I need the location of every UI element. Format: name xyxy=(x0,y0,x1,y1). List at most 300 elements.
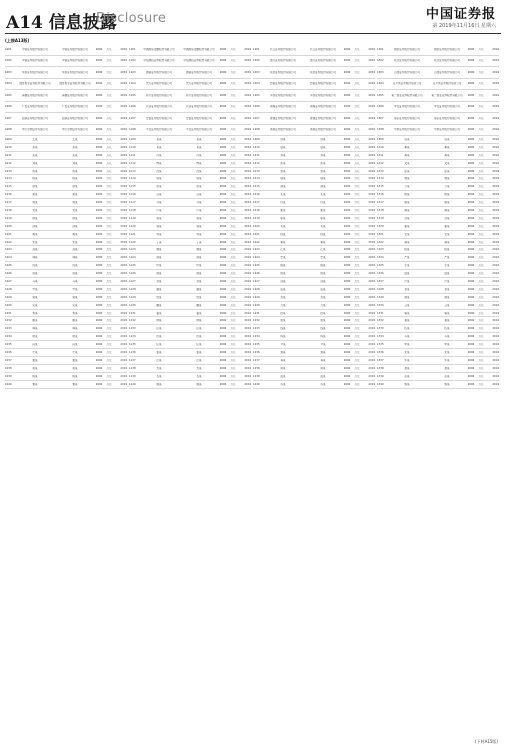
table-row xyxy=(129,349,251,357)
table-cell: 申某 xyxy=(444,343,450,347)
table-cell: 万元 xyxy=(354,193,360,197)
table-cell: 万元 xyxy=(354,201,360,205)
table-row xyxy=(5,44,127,56)
table-cell: 易某 xyxy=(320,358,326,362)
table-cell: 2000 xyxy=(219,137,227,141)
table-cell: 万元 xyxy=(230,287,236,291)
table-cell: 2000 xyxy=(467,208,475,212)
page-code: A14 信息披露 xyxy=(6,13,117,33)
table-cell: 万元 xyxy=(354,343,360,347)
table-cell: 阎某 xyxy=(196,272,202,276)
table-cell: 第一创业证券股份有限公司 xyxy=(431,93,463,97)
table-cell: 芦某 xyxy=(404,279,410,283)
table-cell: 朱某 xyxy=(32,240,38,244)
table-cell: 1225 xyxy=(253,264,260,268)
table-cell: 1117 xyxy=(129,201,136,205)
table-cell: 2000 xyxy=(343,145,351,149)
table-cell: 鲁某 xyxy=(404,311,410,315)
table-row xyxy=(377,278,499,286)
table-cell: 邓某 xyxy=(196,145,202,149)
table-cell: 1020 xyxy=(5,224,12,228)
table-cell: 2019 xyxy=(368,366,375,370)
table-cell: 武某 xyxy=(320,374,326,378)
table-cell: 海通证券股份有限公司 xyxy=(62,93,88,97)
table-cell: 石某 xyxy=(196,374,202,378)
table-cell: 1316 xyxy=(377,193,384,197)
table-cell: 光大证券股份有限公司 xyxy=(186,82,212,86)
table-cell: 1219 xyxy=(253,216,260,220)
table-cell: 1007 xyxy=(5,116,12,120)
table-cell: 戴某 xyxy=(156,303,162,307)
table-cell: 1038 xyxy=(5,366,12,370)
table-row xyxy=(253,175,375,183)
table-cell: 1327 xyxy=(377,279,384,283)
table-cell: 1211 xyxy=(253,153,260,157)
table-row xyxy=(129,246,251,254)
table-cell: 蒋某 xyxy=(156,216,162,220)
table-cell: 万元 xyxy=(106,272,112,276)
table-row xyxy=(5,125,127,137)
table-cell: 2000 xyxy=(467,137,475,141)
table-cell: 任某 xyxy=(156,343,162,347)
table-cell: 2000 xyxy=(219,311,227,315)
table-cell: 2019 xyxy=(492,153,499,157)
table-cell: 1321 xyxy=(377,232,384,236)
table-cell: 1310 xyxy=(377,145,384,149)
table-cell: 1115 xyxy=(129,185,136,189)
table-cell: 2000 xyxy=(219,272,227,276)
table-cell: 2000 xyxy=(219,350,227,354)
table-cell: 2019 xyxy=(492,169,499,173)
table-cell: 中信证券股份有限公司 xyxy=(62,59,88,63)
table-cell: 俞某 xyxy=(404,295,410,299)
table-cell: 1124 xyxy=(129,256,136,260)
table-cell: 万元 xyxy=(478,240,484,244)
table-cell: 万元 xyxy=(478,70,484,74)
table-row xyxy=(129,310,251,318)
table-cell: 伍某 xyxy=(404,327,410,331)
table-cell: 2019 xyxy=(244,59,251,63)
table-row xyxy=(253,246,375,254)
table-cell: 翟某 xyxy=(404,224,410,228)
table-cell: 1236 xyxy=(253,350,260,354)
table-cell: 康某 xyxy=(320,216,326,220)
table-cell: 2019 xyxy=(492,319,499,323)
table-cell: 2000 xyxy=(95,287,103,291)
table-cell: 1338 xyxy=(377,366,384,370)
table-cell: 中国国际金融股份有限公司 xyxy=(183,47,215,51)
table-cell: 1304 xyxy=(377,82,384,86)
table-cell: 陈某 xyxy=(72,169,78,173)
table-cell: 江某 xyxy=(280,248,286,252)
table-cell: 1305 xyxy=(377,93,384,97)
table-cell: 2019 xyxy=(244,256,251,260)
table-column-4 xyxy=(377,44,499,736)
table-cell: 申万宏源证券有限公司 xyxy=(22,128,48,132)
table-cell: 2019 xyxy=(368,128,375,132)
table-cell: 夏某 xyxy=(196,311,202,315)
table-cell: 梁某 xyxy=(32,295,38,299)
table-cell: 2000 xyxy=(219,193,227,197)
table-row xyxy=(377,160,499,168)
table-cell: 2019 xyxy=(244,193,251,197)
table-cell: 2000 xyxy=(219,70,227,74)
table-cell: 万元 xyxy=(106,350,112,354)
table-cell: 秦某 xyxy=(320,240,326,244)
table-cell: 2019 xyxy=(120,193,127,197)
table-cell: 张某 xyxy=(32,153,38,157)
table-cell: 太平洋证券股份有限公司 xyxy=(432,82,462,86)
table-cell: 2000 xyxy=(95,193,103,197)
table-cell: 温某 xyxy=(404,272,410,276)
table-cell: 万元 xyxy=(478,177,484,181)
table-row xyxy=(377,357,499,365)
table-cell: 2000 xyxy=(467,93,475,97)
table-cell: 2019 xyxy=(244,264,251,268)
table-cell: 2000 xyxy=(95,256,103,260)
table-cell: 2000 xyxy=(219,240,227,244)
table-cell: 1326 xyxy=(377,272,384,276)
table-cell: 2019 xyxy=(492,193,499,197)
table-cell: 叶某 xyxy=(156,264,162,268)
table-cell: 1114 xyxy=(129,177,136,181)
table-cell: 黄某 xyxy=(72,193,78,197)
table-cell: 2000 xyxy=(95,59,103,63)
table-cell: 国金证券股份有限公司 xyxy=(394,47,420,51)
table-cell: 段某 xyxy=(320,311,326,315)
table-cell: 万元 xyxy=(106,128,112,132)
table-cell: 颜某 xyxy=(404,240,410,244)
table-cell: 2000 xyxy=(219,374,227,378)
table-cell: 刘某 xyxy=(72,161,78,165)
table-cell: 1306 xyxy=(377,105,384,109)
table-cell: 1133 xyxy=(129,327,136,331)
table-cell: 海通证券股份有限公司 xyxy=(22,93,48,97)
table-cell: 易某 xyxy=(280,358,286,362)
table-cell: 侯某 xyxy=(280,272,286,276)
table-cell: 2000 xyxy=(219,303,227,307)
table-cell: 孔某 xyxy=(320,193,326,197)
table-cell: 2019 xyxy=(368,145,375,149)
table-cell: 万元 xyxy=(106,201,112,205)
table-cell: 2000 xyxy=(95,358,103,362)
table-cell: 赵某 xyxy=(32,185,38,189)
table-cell: 陆某 xyxy=(320,177,326,181)
table-cell: 万元 xyxy=(354,145,360,149)
table-cell: 2000 xyxy=(343,240,351,244)
table-cell: 2019 xyxy=(120,145,127,149)
table-row xyxy=(253,136,375,144)
table-row xyxy=(5,152,127,160)
table-cell: 黎某 xyxy=(280,350,286,354)
table-cell: 中信证券股份有限公司 xyxy=(22,47,48,51)
table-cell: 谭某 xyxy=(320,137,326,141)
table-cell: 1130 xyxy=(129,303,136,307)
table-cell: 2000 xyxy=(343,358,351,362)
table-cell: 万元 xyxy=(354,366,360,370)
table-cell: 1119 xyxy=(129,216,136,220)
table-cell: 崔某 xyxy=(280,208,286,212)
table-cell: 2019 xyxy=(492,248,499,252)
table-cell: 阎某 xyxy=(156,272,162,276)
table-cell: 白某 xyxy=(280,201,286,205)
table-row xyxy=(5,223,127,231)
table-cell: 1035 xyxy=(5,343,12,347)
table-cell: 2000 xyxy=(219,145,227,149)
table-cell: 彭某 xyxy=(156,185,162,189)
table-row xyxy=(377,67,499,79)
table-row xyxy=(129,199,251,207)
table-row xyxy=(253,56,375,68)
table-cell: 2000 xyxy=(219,82,227,86)
table-cell: 1121 xyxy=(129,232,136,236)
table-row xyxy=(129,102,251,114)
table-cell: 李某 xyxy=(32,145,38,149)
table-cell: 2000 xyxy=(343,295,351,299)
table-cell: 1106 xyxy=(129,105,136,109)
table-cell: 曾某 xyxy=(196,177,202,181)
table-cell: 中国国际金融股份有限公司 xyxy=(143,47,175,51)
table-cell: 2000 xyxy=(467,350,475,354)
table-cell: 万元 xyxy=(106,145,112,149)
table-cell: 2019 xyxy=(120,311,127,315)
table-cell: 万元 xyxy=(354,70,360,74)
table-cell: 万元 xyxy=(478,216,484,220)
table-row xyxy=(129,317,251,325)
table-cell: 万元 xyxy=(230,248,236,252)
table-cell: 2019 xyxy=(368,185,375,189)
table-cell: 2019 xyxy=(368,93,375,97)
table-cell: 万元 xyxy=(478,105,484,109)
table-cell: 1021 xyxy=(5,232,12,236)
table-cell: 中信建投证券股份有限公司 xyxy=(143,59,175,63)
table-cell: 2019 xyxy=(120,93,127,97)
table-row xyxy=(253,215,375,223)
table-cell: 季某 xyxy=(404,287,410,291)
table-cell: 鲁某 xyxy=(444,311,450,315)
table-cell: 郑某 xyxy=(72,311,78,315)
table-cell: 周某 xyxy=(72,201,78,205)
table-row xyxy=(5,349,127,357)
table-cell: 2019 xyxy=(120,366,127,370)
table-row xyxy=(377,246,499,254)
table-cell: 浙商证券股份有限公司 xyxy=(270,128,296,132)
table-cell: 董某 xyxy=(32,358,38,362)
table-row xyxy=(253,239,375,247)
table-cell: 雷某 xyxy=(320,319,326,323)
table-cell: 万元 xyxy=(478,343,484,347)
table-cell: 1210 xyxy=(253,145,260,149)
table-cell: 2019 xyxy=(120,116,127,120)
table-row xyxy=(253,341,375,349)
table-cell: 2000 xyxy=(467,279,475,283)
table-cell: 蔡某 xyxy=(156,224,162,228)
table-cell: 万元 xyxy=(354,248,360,252)
table-cell: 万元 xyxy=(106,335,112,339)
table-cell: 1331 xyxy=(377,311,384,315)
table-cell: 1322 xyxy=(377,240,384,244)
table-cell: 2000 xyxy=(219,47,227,51)
table-cell: 1016 xyxy=(5,193,12,197)
table-cell: 1240 xyxy=(253,382,260,386)
table-cell: 财通证券股份有限公司 xyxy=(310,116,336,120)
table-cell: 万元 xyxy=(478,208,484,212)
table-row xyxy=(129,125,251,137)
table-row xyxy=(129,191,251,199)
table-column-3 xyxy=(253,44,375,736)
table-cell: 广发证券股份有限公司 xyxy=(62,105,88,109)
table-cell: 章某 xyxy=(404,303,410,307)
table-cell: 2000 xyxy=(95,216,103,220)
table-cell: 2000 xyxy=(467,303,475,307)
table-cell: 高某 xyxy=(32,248,38,252)
table-cell: 汪某 xyxy=(156,327,162,331)
table-cell: 林某 xyxy=(72,256,78,260)
table-cell: 2019 xyxy=(492,70,499,74)
table-cell: 方某 xyxy=(196,366,202,370)
table-row xyxy=(253,231,375,239)
table-cell: 2019 xyxy=(368,382,375,386)
table-cell: 翟某 xyxy=(444,224,450,228)
table-cell: 2019 xyxy=(368,272,375,276)
table-cell: 2000 xyxy=(467,116,475,120)
table-cell: 万元 xyxy=(354,177,360,181)
table-row xyxy=(129,175,251,183)
table-cell: 侯某 xyxy=(320,272,326,276)
table-cell: 1005 xyxy=(5,93,12,97)
table-cell: 2000 xyxy=(343,311,351,315)
table-cell: 2000 xyxy=(467,59,475,63)
table-cell: 1335 xyxy=(377,343,384,347)
table-cell: 洪某 xyxy=(404,216,410,220)
table-cell: 孙某 xyxy=(32,224,38,228)
table-cell: 2000 xyxy=(467,105,475,109)
table-cell: 1103 xyxy=(129,70,136,74)
table-row xyxy=(129,357,251,365)
table-cell: 汤某 xyxy=(320,335,326,339)
table-cell: 2019 xyxy=(120,128,127,132)
table-cell: 尹某 xyxy=(320,343,326,347)
table-cell: 2019 xyxy=(244,295,251,299)
table-cell: 2019 xyxy=(492,59,499,63)
table-cell: 2019 xyxy=(492,161,499,165)
table-cell: 2000 xyxy=(343,272,351,276)
table-cell: 万元 xyxy=(478,319,484,323)
table-cell: 万元 xyxy=(106,116,112,120)
table-cell: 安信证券股份有限公司 xyxy=(146,116,172,120)
table-row xyxy=(129,239,251,247)
table-row xyxy=(377,333,499,341)
table-cell: 山西证券股份有限公司 xyxy=(394,70,420,74)
table-cell: 2000 xyxy=(467,185,475,189)
table-cell: 1233 xyxy=(253,327,260,331)
table-cell: 2019 xyxy=(120,201,127,205)
table-cell: 龚某 xyxy=(444,153,450,157)
table-cell: 安信证券股份有限公司 xyxy=(186,116,212,120)
table-cell: 宋某 xyxy=(72,303,78,307)
table-cell: 曹某 xyxy=(32,382,38,386)
table-cell: 万元 xyxy=(106,47,112,51)
table-cell: 2000 xyxy=(219,279,227,283)
table-cell: 万元 xyxy=(354,272,360,276)
table-cell: 华安证券股份有限公司 xyxy=(394,105,420,109)
table-cell: 贺某 xyxy=(444,137,450,141)
table-row xyxy=(129,341,251,349)
table-cell: 程某 xyxy=(72,374,78,378)
table-cell: 姚某 xyxy=(196,382,202,386)
table-cell: 中信证券股份有限公司 xyxy=(62,47,88,51)
table-cell: 程某 xyxy=(32,374,38,378)
table-cell: 2019 xyxy=(120,279,127,283)
table-cell: 韦某 xyxy=(404,335,410,339)
table-cell: 2000 xyxy=(219,216,227,220)
table-cell: 万某 xyxy=(280,303,286,307)
table-cell: 2019 xyxy=(120,272,127,276)
table-cell: 万元 xyxy=(230,216,236,220)
table-cell: 万元 xyxy=(478,201,484,205)
table-cell: 安某 xyxy=(444,232,450,236)
table-cell: 万元 xyxy=(354,208,360,212)
table-cell: 2000 xyxy=(219,319,227,323)
table-cell: 2019 xyxy=(244,335,251,339)
table-cell: 乔某 xyxy=(280,382,286,386)
table-cell: 2019 xyxy=(492,303,499,307)
table-cell: 何某 xyxy=(72,264,78,268)
table-cell: 1230 xyxy=(253,303,260,307)
table-row xyxy=(253,223,375,231)
table-cell: 1206 xyxy=(253,105,260,109)
table-cell: 申万宏源证券有限公司 xyxy=(62,128,88,132)
table-row xyxy=(5,254,127,262)
table-row xyxy=(253,373,375,381)
table-cell: 于某 xyxy=(32,350,38,354)
table-cell: 郑某 xyxy=(32,311,38,315)
table-cell: 贺某 xyxy=(404,137,410,141)
table-cell: 2000 xyxy=(467,287,475,291)
table-row xyxy=(5,175,127,183)
table-cell: 2019 xyxy=(244,93,251,97)
table-row xyxy=(377,294,499,302)
table-cell: 2019 xyxy=(120,287,127,291)
table-row xyxy=(5,90,127,102)
table-cell: 2000 xyxy=(219,382,227,386)
table-cell: 2019 xyxy=(244,287,251,291)
table-cell: 2000 xyxy=(95,153,103,157)
table-cell: 胡某 xyxy=(32,232,38,236)
table-cell: 2000 xyxy=(467,128,475,132)
table-cell: 罗某 xyxy=(32,287,38,291)
table-row xyxy=(253,325,375,333)
table-cell: 2019 xyxy=(244,145,251,149)
table-cell: 2019 xyxy=(368,47,375,51)
table-cell: 孙某 xyxy=(72,224,78,228)
table-row xyxy=(377,79,499,91)
table-cell: 2019 xyxy=(492,358,499,362)
table-cell: 戴某 xyxy=(196,303,202,307)
table-cell: 2019 xyxy=(244,47,251,51)
table-cell: 东吴证券股份有限公司 xyxy=(270,70,296,74)
table-row xyxy=(5,294,127,302)
table-row xyxy=(253,317,375,325)
table-cell: 2000 xyxy=(219,232,227,236)
table-row xyxy=(253,270,375,278)
table-cell: 兴业证券股份有限公司 xyxy=(146,105,172,109)
table-cell: 中原证券股份有限公司 xyxy=(434,128,460,132)
table-cell: 1237 xyxy=(253,358,260,362)
table-cell: 1036 xyxy=(5,350,12,354)
table-cell: 袁某 xyxy=(156,137,162,141)
table-cell: 1031 xyxy=(5,311,12,315)
